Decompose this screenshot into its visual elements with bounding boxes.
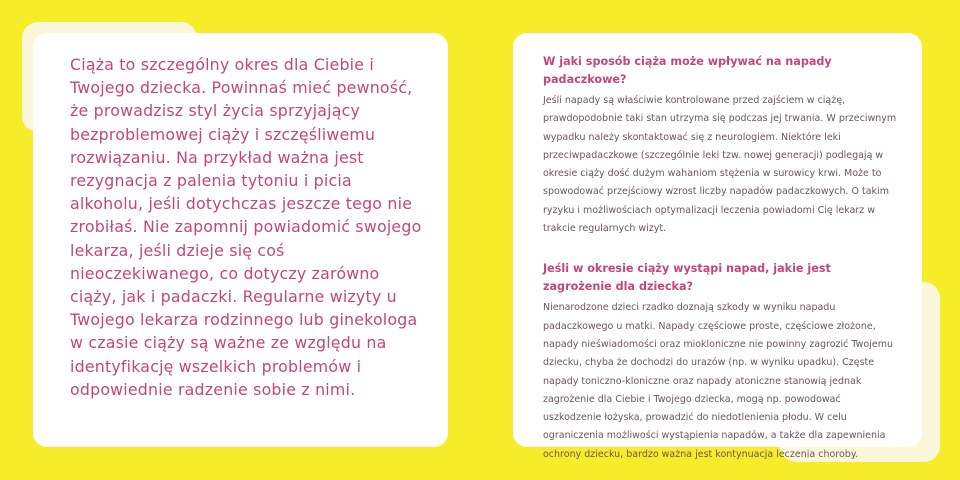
faq-answer-1: Jeśli napady są właściwie kontrolowane przed zajściem w ciążę, prawdopodobnie taki stan utrzyma się podczas jej trwania. W przeciwnym wypadku należy skontaktować się z neurologiem. Niektóre leki przeciwpadaczkowe (szczególnie leki tzw. nowej generacji) podlegają w okresie ciąży dość dużym wahaniom stężenia w surowicy krwi. Może to spowodować przejściowy wzrost liczby napadów padaczkowych. O takim ryzyku i możliwościach optymalizacji leczenia powiadomi Cię lekarz w trakcie regularnych wizyt. — [543, 95, 897, 235]
intro-text: Ciąża to szczególny okres dla Ciebie i Twojego dziecka. Powinnaś mieć pewność, że prowadzisz styl życia sprzyjający bezproblemowej ciąży i szczęśliwemu rozwiązaniu. Na przykład ważna jest rezygnacja z palenia tytoniu i picia alkoholu, jeśli dotychczas jeszcze tego nie zrobiłaś. Nie zapomnij powiadomić swojego lekarza, jeśli dzieje się coś nieoczekiwanego, co dotyczy zarówno ciąży, jak i padaczki. Regularne wizyty u Twojego lekarza rodzinnego lub ginekologa w czasie ciąży są ważne ze względu na identyfikację wszelkich problemów i odpowiednie radzenie sobie z nimi. — [70, 55, 422, 399]
intro-card — [33, 33, 448, 447]
faq-answer-2: Nienarodzone dzieci rzadko doznają szkody w wyniku napadu padaczkowego u matki. Napady częściowe proste, częściowe złożone, napady nieświadomości oraz miokloniczne nie powinny zagrozić Twojemu dziecku, chyba że dochodzi do urazów (np. w wyniku upadku). Częste napady toniczno-kloniczne oraz napady atoniczne stanowią jednak zagrożenie dla Ciebie i Twojego dziecka, mogą np. powodować uszkodzenie łożyska, prowadzić do niedotlenienia płodu. W celu ograniczenia możliwości wystąpienia napadów, a także dla zapewnienia ochrony dziecku, bardzo ważna jest kontynuacja leczenia choroby. — [543, 302, 894, 460]
faq-card — [513, 33, 922, 460]
faq-question-2: Jeśli w okresie ciąży wystąpi napad, jakie jest zagrożenie dla dziecka? — [543, 262, 831, 294]
faq-question-1: W jaki sposób ciąża może wpływać na napady padaczkowe? — [543, 55, 832, 86]
